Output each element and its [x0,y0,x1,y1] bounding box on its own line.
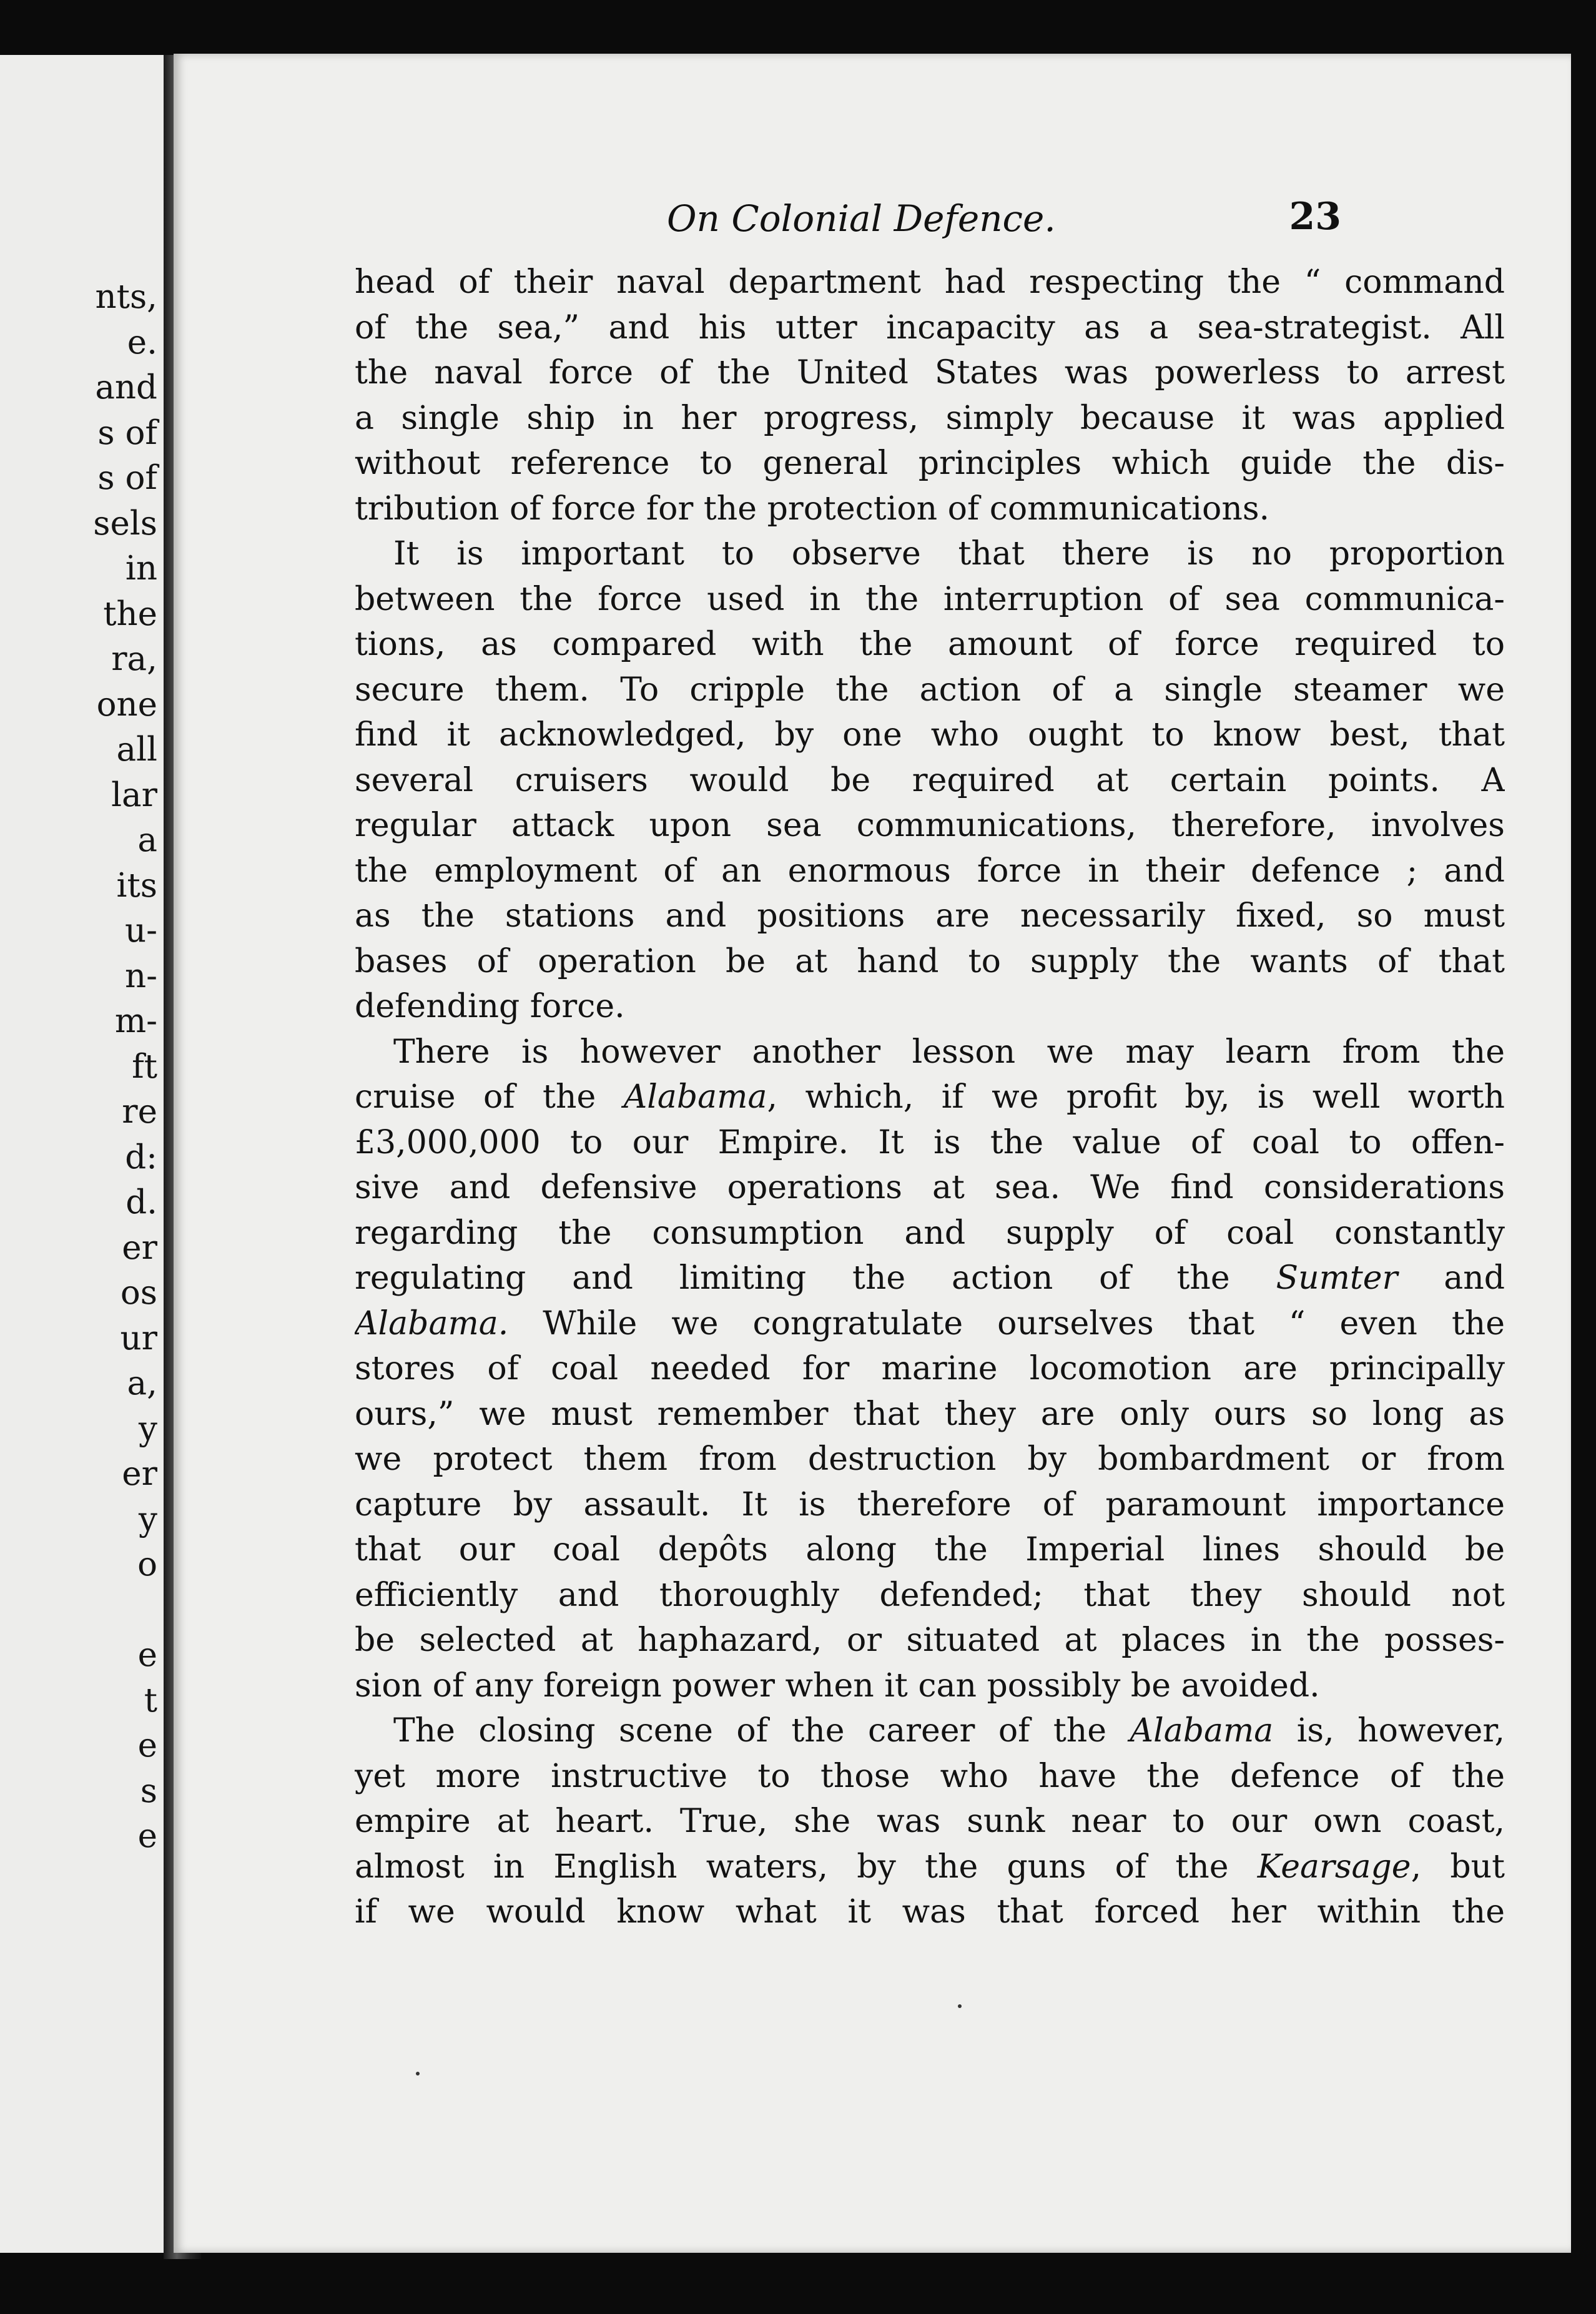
left-page-line: u- [124,912,157,950]
left-page-line: e [137,1636,157,1674]
text-run: , but [1411,1848,1505,1886]
text-line [355,1256,1505,1301]
text-line: It is important to observe that there is no proportion [393,535,1505,573]
text-run: and [1397,1259,1505,1297]
text-run: is, however, [1273,1712,1505,1750]
left-page-line: ft [132,1047,157,1086]
left-page-line: s of [97,413,157,452]
text-run: cruise of the [355,1078,624,1116]
text-line: empire at heart. True, she was sunk near to our own coast, [355,1803,1505,1840]
left-page-line: ra, [111,640,157,678]
left-page-line: d. [126,1183,157,1221]
left-page-line: er [122,1455,157,1493]
ship-name-italic: Kearsage [1257,1848,1411,1886]
left-page-line: s [140,1771,157,1810]
left-page-line: s of [97,459,157,497]
right-page [174,54,1571,2253]
text-line: without reference to general principles which guide the dis- [355,445,1505,482]
text-line: regular attack upon sea communications, therefore, involves [355,807,1505,844]
text-run: regulating and limiting the action of the [355,1259,1276,1297]
left-page-line: nts, [95,278,157,316]
text-line: head of their naval department had respecting the “ command [355,263,1505,301]
left-page-line: os [120,1274,157,1312]
text-line: several cruisers would be required at certain points. A [355,761,1505,799]
text-line [355,1844,1505,1890]
left-page-line: o [137,1545,157,1583]
text-line: bases of operation be at hand to supply the wants of that [355,942,1505,980]
text-line: yet more instructive to those who have the defence of the [355,1757,1505,1795]
page-number: 23 [1289,195,1341,239]
left-page-line: er [122,1228,157,1267]
text-run: almost in English waters, by the guns of the [355,1848,1258,1886]
text-line: regarding the consumption and supply of coal constantly [355,1214,1505,1252]
left-page-line: n- [124,957,157,995]
text-line: sion of any foreign power when it can possibly be avoided. [355,1667,1320,1705]
paper-speck [958,2004,962,2008]
left-page-line: and [95,368,157,406]
text-line: as the stations and positions are necessarily fixed, so must [355,897,1505,935]
text-line: ours,” we must remember that they are only ours so long as [355,1395,1505,1433]
left-page-line: d: [125,1138,157,1176]
text-line [355,1301,1505,1347]
text-line: be selected at haphazard, or situated at places in the posses- [355,1622,1505,1659]
ship-name-italic: Alabama [623,1078,767,1116]
left-page-line: all [116,731,157,769]
left-page-line: t [144,1681,157,1720]
text-line: £3,000,000 to our Empire. It is the value of coal to offen- [355,1123,1505,1161]
text-line: sive and defensive operations at sea. We find considerations [355,1169,1505,1206]
text-line [355,1708,1505,1754]
left-page-line: one [96,685,157,724]
text-line: efficiently and thoroughly defended; that they should not [355,1576,1505,1614]
left-page-line: y [139,1500,157,1539]
left-page-line: its [116,866,157,905]
body-text [355,260,1505,1935]
text-line: find it acknowledged, by one who ought to know best, that [355,716,1505,754]
left-page-line: a [137,821,157,859]
left-page-line: e. [127,323,157,362]
left-page-line: y [139,1409,157,1448]
left-page-line: in [125,549,157,588]
text-line: a single ship in her progress, simply because it was applied [355,399,1505,437]
left-page-line: sels [93,504,157,543]
text-line: tribution of force for the protection of communications. [355,490,1270,528]
left-page-line: the [103,594,157,633]
ship-name-italic: Sumter [1276,1259,1398,1297]
text-line: of the sea,” and his utter incapacity as a sea-strategist. All [355,308,1505,347]
left-page-line-endings [93,275,157,1859]
left-page-line: a, [127,1364,157,1402]
running-head: On Colonial Defence. [667,197,1056,240]
text-line: the naval force of the United States was powerless to arrest [355,354,1505,391]
ship-name-italic: Alabama. [355,1304,509,1342]
left-page-line [93,1588,157,1633]
ship-name-italic: Alabama [1130,1712,1274,1750]
text-line: that our coal depôts along the Imperial lines should be [355,1531,1505,1568]
left-page-line: e [137,1817,157,1855]
left-page-line: e [137,1726,157,1765]
text-line: There is however another lesson we may learn from the [393,1033,1505,1071]
text-line: defending force. [355,988,625,1025]
text-line: capture by assault. It is therefore of paramount importance [355,1485,1505,1524]
left-page-line: re [122,1093,157,1131]
text-line [355,1075,1505,1120]
text-line: tions, as compared with the amount of force required to [355,626,1505,663]
left-page-line: ur [120,1319,157,1357]
text-line: stores of coal needed for marine locomotion are principally [355,1350,1505,1387]
text-line: the employment of an enormous force in their defence ; and [355,852,1505,890]
left-page-line: m- [114,1002,157,1040]
text-run: , which, if we profit by, is well worth [767,1078,1505,1116]
text-line: if we would know what it was that forced her within the [355,1893,1505,1931]
left-page-fragment [0,55,164,2253]
paper-speck [416,2072,420,2075]
text-run: While we congratulate ourselves that “ even the [508,1304,1505,1342]
text-run: The closing scene of the career of the [393,1712,1130,1750]
text-line: we protect them from destruction by bombardment or from [355,1440,1505,1478]
left-page-line: lar [111,775,157,814]
text-line: secure them. To cripple the action of a single steamer we [355,671,1505,709]
text-line: between the force used in the interruption of sea communica- [355,580,1505,618]
